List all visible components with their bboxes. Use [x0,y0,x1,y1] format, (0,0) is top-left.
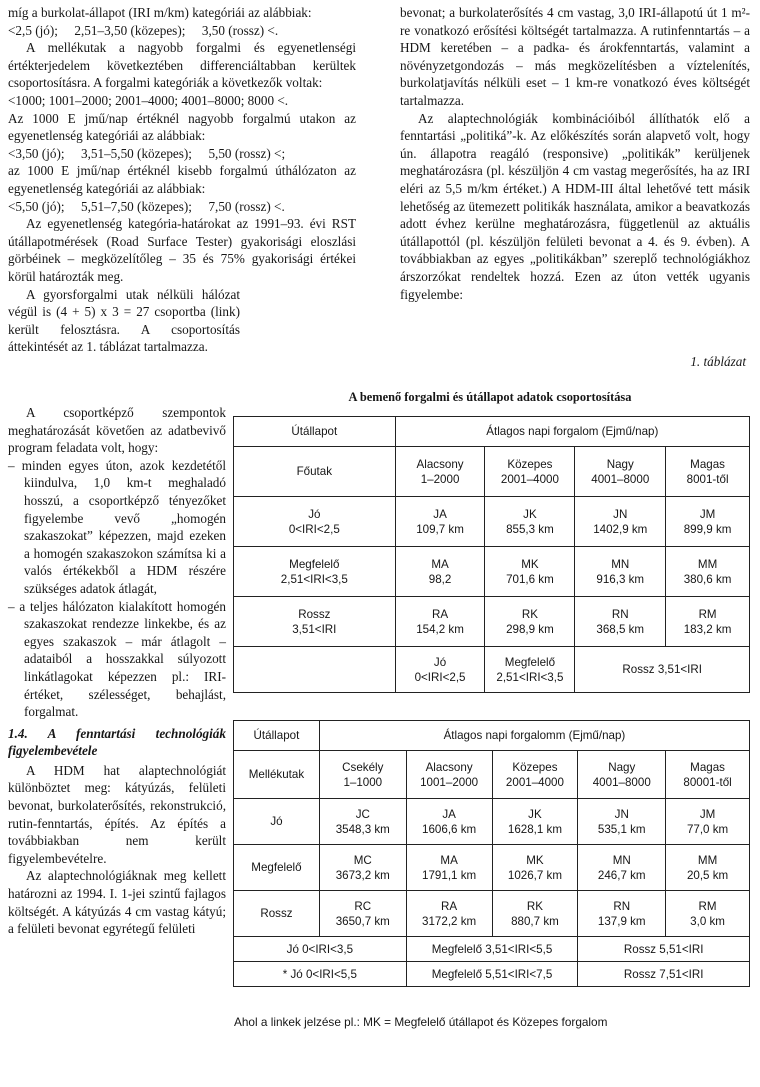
legend-cell: Megfelelő 5,51<IRI<7,5 [406,962,578,987]
column-header: Közepes 2001–4000 [492,751,578,799]
table-cell: MA 1791,1 km [406,845,492,891]
paragraph: bevonat; a burkolaterősítés 4 cm vastag, 3,0 IRI-állapotú út 1 m²-re vonatkozó erősítési költségét tartalmazza. A rutinfenntartás – a HDM keretében – a padka- és árokfenntartás, valamint a növényzetgondozás – más megközelítésben a víztelenítés, burkolatjavítás nélküli eset – 1 km-re vonatkozó éves költségét tartalmazza. [400,5,750,108]
table-blank-cell [234,647,396,693]
table-cell: RK 298,9 km [485,597,575,647]
paragraph: Az alaptechnológiák kombinációiból állíthatók elő a fenntartási „politiká”-k. Az előkészítés során alapvető volt, hogy ún. állapotra reagáló (responsive) „politikák” kerüljenek meghatározásra (pl. készüljön 4 cm vastag megerősítés, ha az IRI eléri az 5,5 m/km értéket.) A HDM-III által lehetővé tett másik lehetőség az ütemezett politikák használata, amikor a beavatkozás adott évhez kerülne meghatározásra, függetlenül az aktuális útállapottól (pl. készüljön felületi bevonat a 4. és 9. évben). A továbbiakban az egyes „politikákban” szereplő technológiákhoz árszorzókat rendeltek hozzá. Ezen az úton vették ugyanis figyelembe: [400,110,750,302]
table-cell: RC 3650,7 km [319,891,406,937]
list-item: – minden egyes úton, azok kezdetétől kiindulva, 1,0 km-t meghaladó hosszú, a csoportképző tényezőket figyelembe vevő „homogén szakaszokat” képezzen, majd ezeken a homogén szakaszokon számítsa ki a valós értékekből a HDM részére szükséges adatok átlagát, [8,457,226,596]
table-cell: RM 3,0 km [666,891,750,937]
table-cell: MA 98,2 [395,547,485,597]
table-group: Főutak [234,447,396,497]
table-cell: RM 183,2 km [666,597,750,647]
paragraph: <3,50 (jó); 3,51–5,50 (közepes); 5,50 (rossz) <; [8,145,286,161]
table-cell: MN 246,7 km [578,845,666,891]
row-header: Megfelelő [234,845,320,891]
table-secondary-roads [233,720,750,987]
legend-cell: Jó 0<IRI<3,5 [234,937,407,962]
paragraph: <1000; 1001–2000; 2001–4000; 4001–8000; 8000 <. [8,92,289,108]
column-header: Nagy 4001–8000 [575,447,666,497]
table-title: A bemenő forgalmi és útállapot adatok csoportosítása [348,390,632,404]
table-cell: JA 1606,6 km [406,799,492,845]
table-group: Mellékutak [234,751,320,799]
paragraph: A gyorsforgalmi utak nélküli hálózat végül is (4 + 5) x 3 = 27 csoportba (link) került felosztásra. A csoportosítás áttekintését az 1. táblázat tartalmazza. [8,286,240,355]
table-cell: JC 3548,3 km [319,799,406,845]
table-cell: JN 1402,9 km [575,497,666,547]
left-narrow-column [8,404,226,938]
table-cell: MK 701,6 km [485,547,575,597]
legend-cell: Rossz 5,51<IRI [578,937,750,962]
table-cell: MM 20,5 km [666,845,750,891]
legend-cell: Jó 0<IRI<2,5 [395,647,485,693]
table-cell: JK 1628,1 km [492,799,578,845]
column-header: Alacsony 1001–2000 [406,751,492,799]
legend-cell: Megfelelő 2,51<IRI<3,5 [485,647,575,693]
table-header: Átlagos napi forgalomm (Ejmű/nap) [319,721,749,751]
column-header: Alacsony 1–2000 [395,447,485,497]
paragraph: A csoportképző szempontok meghatározását követően az adatbevivő program feladata volt, hogy: [8,405,226,456]
legend-cell: Megfelelő 3,51<IRI<5,5 [406,937,578,962]
row-header: Rossz 3,51<IRI [234,597,396,647]
legend-cell: Rossz 7,51<IRI [578,962,750,987]
legend-cell: * Jó 0<IRI<5,5 [234,962,407,987]
table-cell: MM 380,6 km [666,547,750,597]
left-column [8,4,356,356]
legend-cell: Rossz 3,51<IRI [575,647,750,693]
table-cell: JK 855,3 km [485,497,575,547]
paragraph: Az egyenetlenség kategória-határokat az 1991–93. évi RST útállapotmérések (Road Surface Tester) gyakorisági eloszlási görbéinek – megközelítőleg – 35 és 75% gyakorisági értékei körül határozták meg. [8,216,356,284]
paragraph: Az 1000 E jmű/nap értéknél nagyobb forgalmú utakon az egyenetlenség kategóriái az alábbiak: [8,110,356,144]
row-header: Megfelelő 2,51<IRI<3,5 [234,547,396,597]
paragraph: A HDM hat alaptechnológiát különböztet meg: kátyúzás, felületi bevonat, burkolaterősítés, rekonstrukció, rutin-fenntartás, építés. Az építés a továbbiakban nem került figyelembevételre. [8,762,226,866]
table-cell: MC 3673,2 km [319,845,406,891]
table-cell: RK 880,7 km [492,891,578,937]
list-item: – a teljes hálózaton kialakított homogén szakaszokat rendezze linkekbe, és az egyes szakaszok – már átlagolt – adataiból a hosszakkal súlyozott linkátlagokat képezzen pl.: IRI-értéket, szélességet, behajlást, forgalmat. [8,598,226,720]
table-main-roads [233,416,750,693]
right-column [400,4,750,303]
table-cell: JM 77,0 km [666,799,750,845]
paragraph: Az alaptechnológiáknak meg kellett határozni az 1994. I. 1-jei szintű fajlagos költségét. A kátyúzás 4 cm vastag kátyú; a felületi bevonat egyrétegű felületi [8,868,226,937]
row-header: Jó 0<IRI<2,5 [234,497,396,547]
paragraph: <5,50 (jó); 5,51–7,50 (közepes); 7,50 (rossz) <. [8,198,285,214]
table-header: Átlagos napi forgalom (Ejmű/nap) [395,417,749,447]
table-cell: JM 899,9 km [666,497,750,547]
table-cell: RA 3172,2 km [406,891,492,937]
table-label: 1. táblázat [690,354,746,369]
paragraph: A mellékutak a nagyobb forgalmi és egyenetlenségi értékterjedelem következtében differenciáltabban kerültek csoportosításra. A forgalmi kategóriák a következők voltak: [8,40,356,91]
column-header: Közepes 2001–4000 [485,447,575,497]
table-corner: Útállapot [234,417,396,447]
table-footnote: Ahol a linkek jelzése pl.: MK = Megfelelő útállapot és Közepes forgalom [234,1015,608,1029]
column-header: Csekély 1–1000 [319,751,406,799]
table-cell: MK 1026,7 km [492,845,578,891]
table-cell: JA 109,7 km [395,497,485,547]
column-header: Magas 80001-től [666,751,750,799]
table-cell: JN 535,1 km [578,799,666,845]
paragraph: míg a burkolat-állapot (IRI m/km) kategóriái az alábbiak: [8,5,312,20]
column-header: Magas 8001-től [666,447,750,497]
table-cell: RA 154,2 km [395,597,485,647]
column-header: Nagy 4001–8000 [578,751,666,799]
section-heading: 1.4. A fenntartási technológiák figyelembevétele [8,725,226,759]
table-cell: RN 368,5 km [575,597,666,647]
row-header: Jó [234,799,320,845]
table-corner: Útállapot [234,721,320,751]
row-header: Rossz [234,891,320,937]
table-cell: RN 137,9 km [578,891,666,937]
paragraph: <2,5 (jó); 2,51–3,50 (közepes); 3,50 (rossz) <. [8,22,279,38]
table-cell: MN 916,3 km [575,547,666,597]
paragraph: az 1000 E jmű/nap értéknél kisebb forgalmú úthálózaton az egyenetlenség kategóriái az alábbiak: [8,163,356,196]
